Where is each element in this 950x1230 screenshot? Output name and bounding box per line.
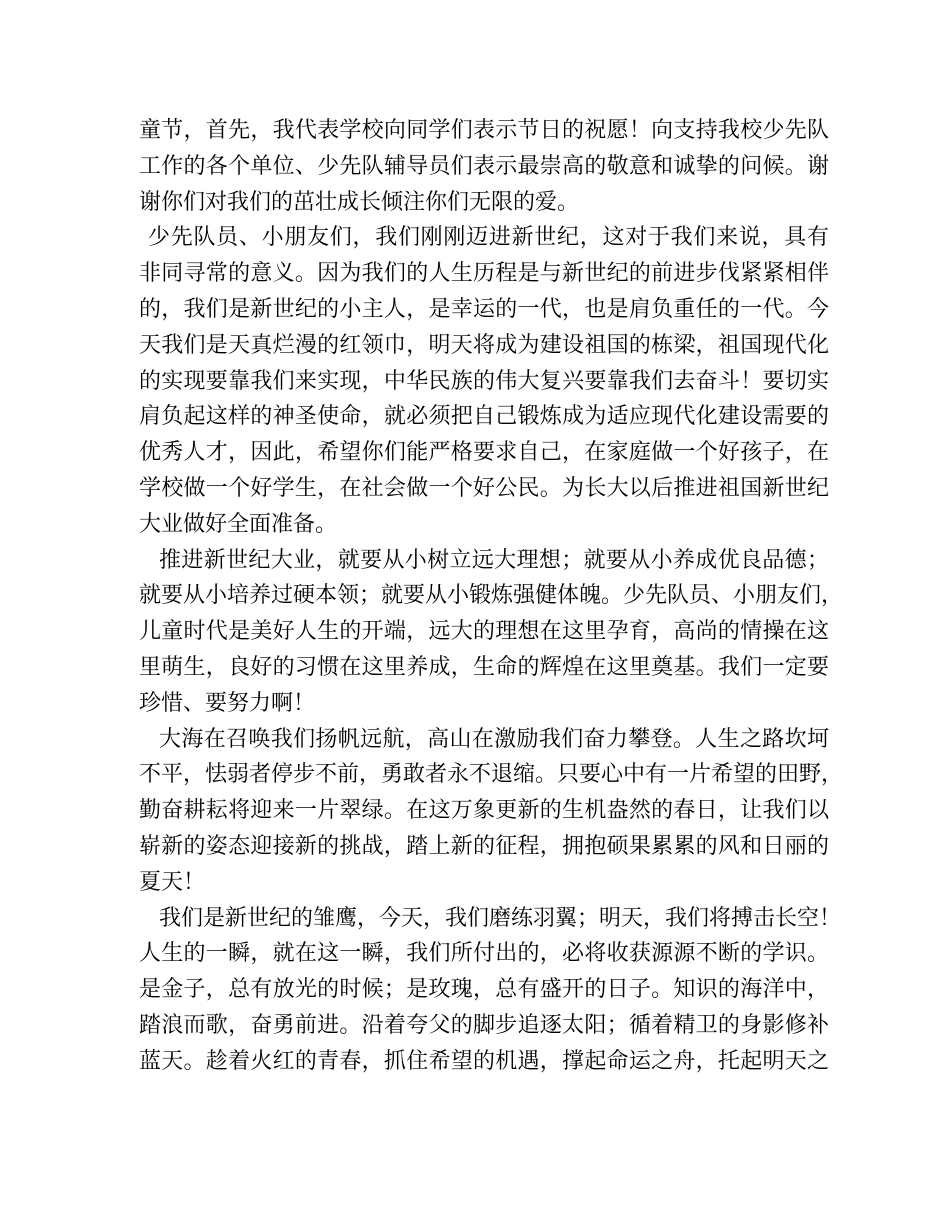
text-line: 踏浪而歌，奋勇前进。沿着夸父的脚步追逐太阳；循着精卫的身影修补 <box>139 1012 829 1038</box>
text-line: 夏天！ <box>139 869 206 895</box>
text-line: 崭新的姿态迎接新的挑战，踏上新的征程，拥抱硕果累累的风和日丽的 <box>139 833 829 859</box>
text-line: 少先队员、小朋友们，我们刚刚迈进新世纪，这对于我们来说，具有 <box>148 225 829 251</box>
text-line: 不平，怯弱者停步不前，勇敢者永不退缩。只要心中有一片希望的田野， <box>139 762 844 788</box>
text-line: 大海在召唤我们扬帆远航，高山在激励我们奋力攀登。人生之路坎坷 <box>159 726 829 752</box>
text-line: 非同寻常的意义。因为我们的人生历程是与新世纪的前进步伐紧紧相伴 <box>139 261 829 287</box>
paragraph-2 <box>139 220 829 542</box>
text-line: 儿童时代是美好人生的开端，远大的理想在这里孕育，高尚的情操在这 <box>139 619 829 645</box>
paragraph-4 <box>139 722 844 901</box>
text-line: 我们是新世纪的雏鹰，今天，我们磨练羽翼；明天，我们将搏击长空！ <box>159 905 842 931</box>
text-line: 人生的一瞬，就在这一瞬，我们所付出的，必将收获源源不断的学识。 <box>139 941 829 967</box>
text-line: 里萌生，良好的习惯在这里养成，生命的辉煌在这里奠基。我们一定要 <box>139 654 829 680</box>
text-line: 天我们是天真烂漫的红领巾，明天将成为建设祖国的栋梁，祖国现代化 <box>139 332 829 358</box>
text-line: 就要从小培养过硬本领；就要从小锻炼强健体魄。少先队员、小朋友们， <box>139 583 844 609</box>
text-line: 童节，首先，我代表学校向同学们表示节日的祝愿！向支持我校少先队 <box>139 118 829 143</box>
text-line: 勤奋耕耘将迎来一片翠绿。在这万象更新的生机盎然的春日，让我们以 <box>139 798 829 824</box>
text-line: 学校做一个好学生，在社会做一个好公民。为长大以后推进祖国新世纪 <box>139 475 829 501</box>
text-line: 的，我们是新世纪的小主人，是幸运的一代，也是肩负重任的一代。今 <box>139 296 829 322</box>
text-line: 谢你们对我们的茁壮成长倾注你们无限的爱。 <box>139 189 580 215</box>
text-line: 是金子，总有放光的时候；是玫瑰，总有盛开的日子。知识的海洋中， <box>139 977 829 1003</box>
document-body <box>139 113 844 1080</box>
text-line: 优秀人才，因此，希望你们能严格要求自己，在家庭做一个好孩子，在 <box>139 440 829 466</box>
text-line: 工作的各个单位、少先队辅导员们表示最崇高的敬意和诚挚的问候。谢 <box>139 153 829 179</box>
paragraph-5 <box>139 901 842 1080</box>
text-line: 肩负起这样的神圣使命，就必须把自己锻炼成为适应现代化建设需要的 <box>139 404 829 430</box>
text-line: 推进新世纪大业，就要从小树立远大理想；就要从小养成优良品德； <box>159 547 829 573</box>
paragraph-3 <box>139 543 844 722</box>
paragraph-1 <box>139 113 829 220</box>
text-line: 的实现要靠我们来实现，中华民族的伟大复兴要靠我们去奋斗！要切实 <box>139 368 829 394</box>
text-line: 珍惜、要努力啊！ <box>139 690 316 716</box>
text-line: 大业做好全面准备。 <box>139 511 338 537</box>
text-line: 蓝天。趁着火红的青春，抓住希望的机遇，撑起命运之舟，托起明天之 <box>139 1048 829 1074</box>
